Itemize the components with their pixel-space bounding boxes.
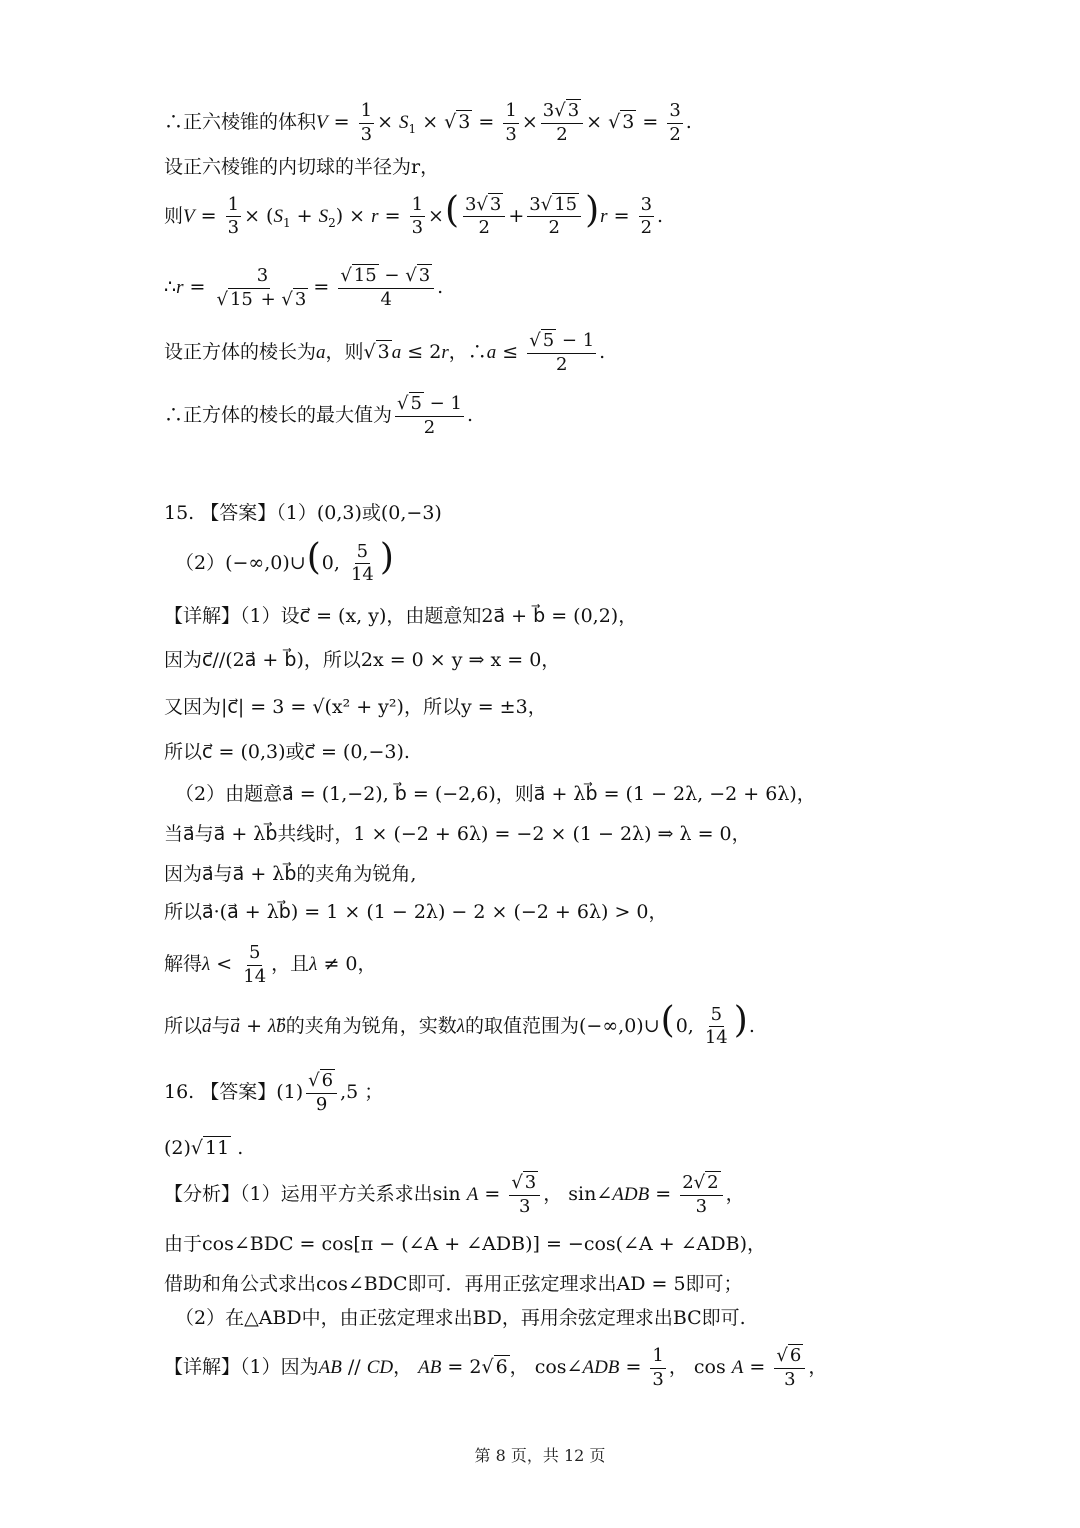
q16-analysis-line-2 (164, 1232, 960, 1256)
line-text: 【详解】（1）设c⃗ = (x, y)，由题意知2a⃗ + b⃗ = (0,2)， (164, 604, 638, 627)
line-text: 所以c⃗ = (0,3)或c⃗ = (0,−3). (164, 740, 410, 763)
q16-answer-line: 16. 【答案】(1) $\frac{√ 6}{9}$ ,5 ； (164, 1069, 384, 1115)
line-text: 当a⃗与a⃗ + λb⃗共线时，1 × (−2 + 6λ) = −2 × (1 − 2λ) ⇒ λ = 0， (164, 822, 751, 845)
q15-detail-line-8 (164, 900, 960, 924)
line-text: （2）在△ABD中，由正弦定理求出BD，再用余弦定理求出BC即可. (175, 1306, 746, 1329)
q15-detail-line-9: 解得λ < $\frac{5}{14}$ ，且λ ≠ 0， (164, 941, 377, 987)
q15-detail-line-1 (164, 604, 960, 628)
q16-analysis-line-1: 【分析】（1）运用平方关系求出sin A = $\frac{√ 3}{3}$ ， sin∠ADB = $\frac{2√ 2}{3}$ ， (164, 1171, 745, 1217)
q15-detail-line-6 (164, 822, 960, 846)
q16-analysis-line-3 (164, 1272, 960, 1296)
line-text: 因为a⃗与a⃗ + λb⃗的夹角为锐角, (164, 862, 417, 885)
radius-definition-line (164, 156, 960, 178)
line-text: 15. 【答案】（1）(0,3)或(0,−3) (164, 501, 442, 524)
q15-detail-line-3 (164, 694, 960, 720)
line-text: 借助和角公式求出cos∠BDC即可．再用正弦定理求出AD = 5即可； (164, 1272, 743, 1295)
q15-detail-line-10: 所以a⃗与a⃗ + λb⃗的夹角为锐角，实数λ的取值范围为(−∞,0)∪(0, $\frac{5}{14}$ ). (164, 999, 755, 1049)
volume-line: ∴正六棱锥的体积V = $\frac{1}{3}$ × $S_1$ × √ 3 = $\frac{1}{3}$ × $\frac{3√ 3}{2}$ × √ 3 = $\frac{3}{2}$ . (164, 99, 692, 145)
q16-analysis-line-4 (175, 1306, 960, 1330)
q16-detail-line-1: 【详解】（1）因为AB // CD， AB = 2√ 6 ， cos∠ADB = $\frac{1}{3}$ ， cos A = $\frac{√ 6}{3}$ ， (164, 1344, 828, 1390)
line-text: 所以a⃗·(a⃗ + λb⃗) = 1 × (1 − 2λ) − 2 × (−2 + 6λ) > 0， (164, 900, 668, 923)
page-footer: 第 8 页，共 12 页 (474, 1446, 606, 1465)
volume-radius-equation-line: 则V = $\frac{1}{3}$ × $(S_1 + S_2) \times r$ = $\frac{1}{3}$ ×( $\frac{3√ 3}{2}$ + $\frac{3√ 15}{2}$ )r = $\frac{3}{2}$ . (164, 189, 664, 239)
q15-detail-line-4 (164, 740, 960, 764)
line-text: （2）由题意a⃗ = (1,−2), b⃗ = (−2,6)，则a⃗ + λb⃗ = (1 − 2λ, −2 + 6λ)， (175, 782, 816, 805)
radius-result-line: ∴r = $\frac{3}{√ 15 + √ 3}$ = $\frac{√ 15 - √ 3}{4}$ . (164, 264, 444, 310)
line-text: 由于cos∠BDC = cos[π − (∠A + ∠ADB)] = −cos(∠A + ∠ADB)， (164, 1232, 766, 1255)
line-text: 设正六棱锥的内切球的半径为r， (164, 155, 440, 178)
q15-detail-line-2 (164, 648, 960, 672)
line-text: 因为c⃗//(2a⃗ + b⃗)，所以2x = 0 × y ⇒ x = 0， (164, 648, 561, 671)
line-text: 又因为|c⃗| = 3 = √(x² + y²)，所以y = ±3， (164, 695, 547, 718)
cube-edge-inequality-line: 设正方体的棱长为a，则√ 3 a ≤ 2r，∴a ≤ $\frac{√ 5 - 1}{2}$ . (164, 329, 606, 375)
q15-answer-line (164, 500, 960, 526)
q15-detail-line-5 (175, 782, 960, 806)
q15-answer-part2-line: （2）(−∞,0)∪(0, $\frac{5}{14}$ ) (175, 536, 394, 586)
cube-edge-max-line: ∴正方体的棱长的最大值为 $\frac{√ 5 - 1}{2}$ . (164, 392, 473, 438)
q15-detail-line-7 (164, 862, 960, 886)
q16-answer-part2-line: (2)√ 11 . (164, 1136, 244, 1159)
